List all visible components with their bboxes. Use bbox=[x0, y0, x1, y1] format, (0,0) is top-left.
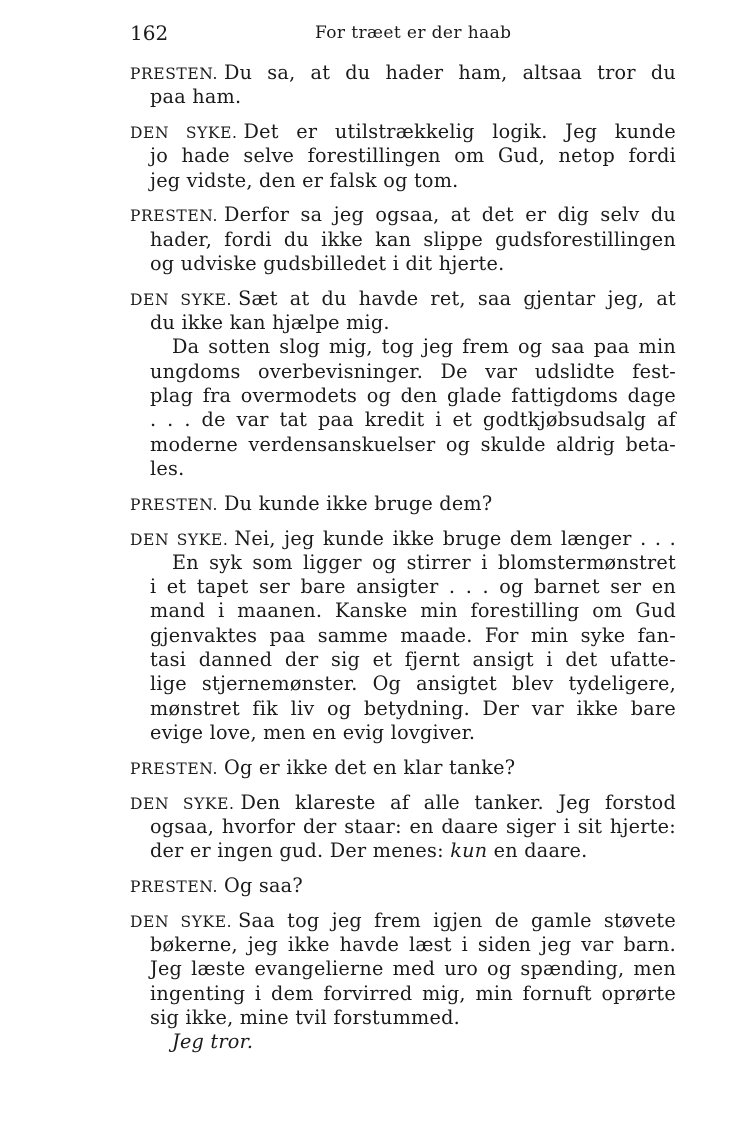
text-line: jeg vidste, den er falsk og tom. bbox=[150, 168, 459, 192]
speaker-label: DEN SYKE. bbox=[130, 912, 233, 931]
speaker-label: PRESTEN. bbox=[130, 65, 218, 83]
line-text: der er ingen gud. Der menes: bbox=[150, 839, 444, 863]
text-line: paa ham. bbox=[150, 85, 242, 109]
text-line: hader, fordi du ikke kan slippe gudsforestillingen bbox=[150, 227, 676, 251]
running-title: For træet er der haab bbox=[315, 23, 512, 43]
text-line: jo hade selve forestillingen om Gud, netop fordi bbox=[150, 144, 676, 168]
text-line: les. bbox=[150, 456, 185, 480]
text-line: . . . de var tat paa kredit i et godtkjøbsudsalg af bbox=[150, 408, 676, 432]
dialogue-entry bbox=[130, 791, 676, 864]
dialogue-entry bbox=[130, 203, 676, 276]
text-line: Da sotten slog mig, tog jeg frem og saa paa min bbox=[172, 335, 676, 359]
text-line bbox=[130, 839, 676, 863]
text-line bbox=[130, 791, 676, 815]
line-text: Det er utilstrækkelig logik. Jeg kunde bbox=[243, 120, 676, 144]
text-line: Jeg læste evangelierne med uro og spænding, men bbox=[150, 957, 676, 981]
page-number: 162 bbox=[130, 21, 169, 45]
speaker-label: DEN SYKE. bbox=[130, 794, 235, 813]
text-line: i et tapet ser bare ansigter . . . og barnet ser en bbox=[150, 575, 676, 599]
line-text: Du sa, at du hader ham, altsaa tror du bbox=[223, 61, 676, 84]
text-line: du ikke kan hjælpe mig. bbox=[150, 311, 390, 335]
speaker-label: DEN SYKE. bbox=[130, 290, 233, 309]
text-line: sig ikke, mine tvil forstummed. bbox=[150, 1005, 460, 1029]
line-text: Og saa? bbox=[223, 873, 303, 897]
text-line: og udviske gudsbilledet i dit hjerte. bbox=[150, 252, 505, 276]
text-line bbox=[130, 874, 676, 898]
line-text: Sæt at du havde ret, saa gjentar jeg, at bbox=[238, 286, 676, 310]
line-text: Du kunde ikke bruge dem? bbox=[223, 491, 493, 515]
line-text: Den klareste af alle tanker. Jeg forstod bbox=[240, 790, 676, 814]
line-text: Nei, jeg kunde ikke bruge dem længer . . . bbox=[234, 526, 676, 550]
text-line: evige love, men en evig lovgiver. bbox=[150, 720, 476, 744]
text-line bbox=[130, 120, 676, 144]
line-text: en daare. bbox=[493, 839, 588, 863]
text-line: ingenting i dem forvirred mig, min fornuft oprørte bbox=[150, 981, 676, 1005]
text-line bbox=[130, 61, 676, 85]
speaker-label: PRESTEN. bbox=[130, 759, 218, 778]
dialogue-entry bbox=[130, 287, 676, 481]
dialogue-entry bbox=[130, 909, 676, 1055]
text-line bbox=[130, 527, 676, 551]
text-line: mønstret fik liv og betydning. Der var ikke bare bbox=[150, 696, 676, 720]
page-header bbox=[130, 20, 676, 50]
emphasized-word: kun bbox=[450, 839, 488, 863]
closing-line: Jeg tror. bbox=[172, 1030, 254, 1054]
text-line: lige stjernemønster. Og ansigtet blev tydeligere, bbox=[150, 672, 676, 696]
text-line: ungdoms overbevisninger. De var udslidte fest- bbox=[150, 359, 676, 383]
dialogue-entry bbox=[130, 120, 676, 193]
dialogue-entry bbox=[130, 492, 676, 516]
dialogue-entry bbox=[130, 874, 676, 898]
line-text: Og er ikke det en klar tanke? bbox=[223, 755, 516, 779]
speaker-label: PRESTEN. bbox=[130, 877, 218, 896]
dialogue-entry bbox=[130, 527, 676, 746]
dialogue-entry bbox=[130, 61, 676, 110]
speaker-label: PRESTEN. bbox=[130, 207, 218, 226]
text-line bbox=[130, 492, 676, 516]
text-line: tasi danned der sig et fjernt ansigt i det ufatte- bbox=[150, 648, 676, 672]
dialogue-entry bbox=[130, 756, 676, 780]
text-line: plag fra overmodets og den glade fattigdoms dage bbox=[150, 384, 676, 408]
text-line: En syk som ligger og stirrer i blomstermønstret bbox=[172, 550, 676, 574]
text-line: gjenvaktes paa samme maade. For min syke fan- bbox=[150, 623, 676, 647]
speaker-label: DEN SYKE. bbox=[130, 530, 229, 549]
text-line: moderne verdensanskuelser og skulde aldrig beta- bbox=[150, 432, 676, 456]
speaker-label: PRESTEN. bbox=[130, 495, 218, 514]
dialogue-text bbox=[130, 61, 676, 1065]
text-line bbox=[130, 909, 676, 933]
speaker-label: DEN SYKE. bbox=[130, 124, 238, 143]
text-line bbox=[130, 756, 676, 780]
line-text: Saa tog jeg frem igjen de gamle støvete bbox=[238, 908, 676, 932]
text-line: ogsaa, hvorfor der staar: en daare siger i sit hjerte: bbox=[150, 814, 676, 838]
text-line: mand i maanen. Kanske min forestilling om Gud bbox=[150, 599, 676, 623]
text-line bbox=[130, 287, 676, 311]
line-text: Derfor sa jeg ogsaa, at det er dig selv du bbox=[223, 203, 676, 227]
text-line: bøkerne, jeg ikke havde læst i siden jeg var barn. bbox=[150, 933, 676, 956]
text-line bbox=[130, 203, 676, 227]
